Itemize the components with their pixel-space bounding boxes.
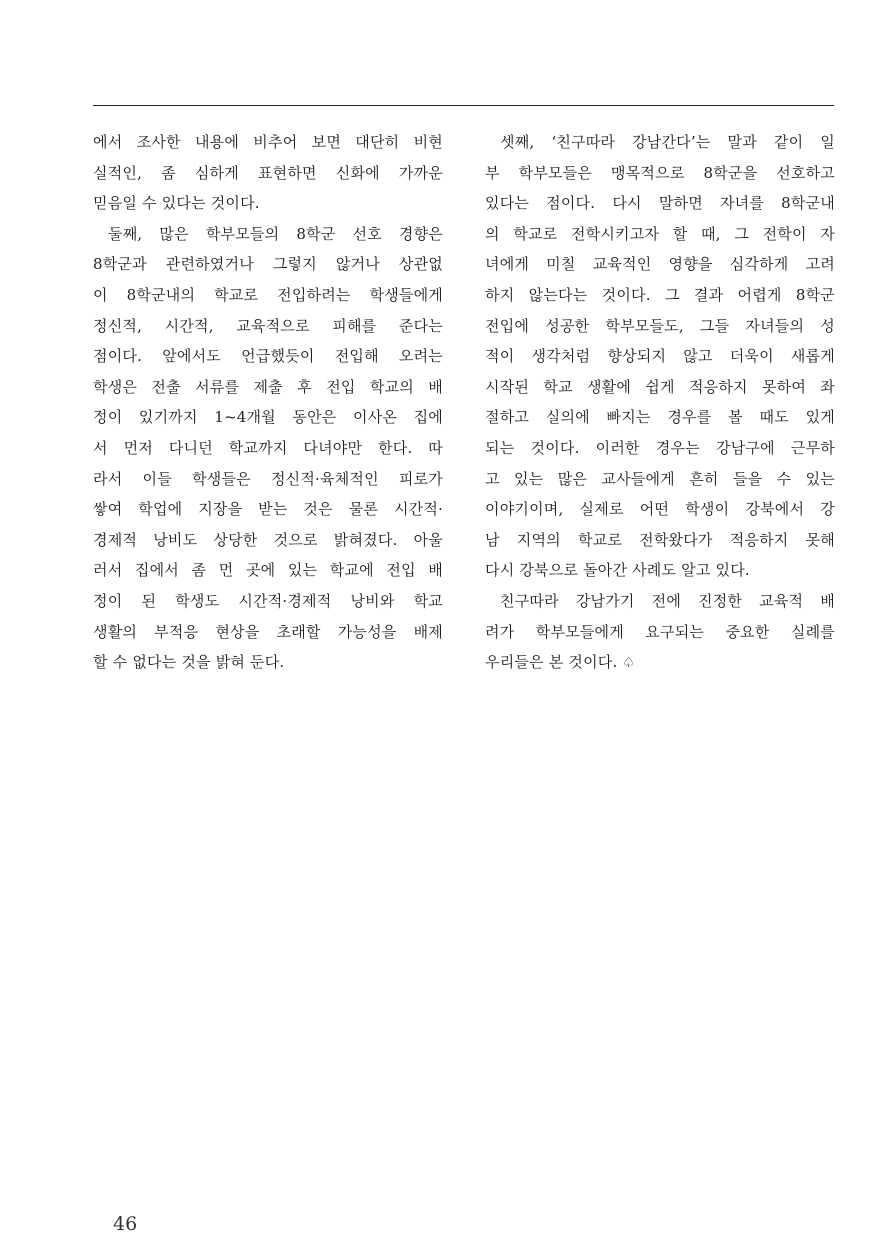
text-line: 절하고 실의에 빠지는 경우를 볼 때도 있게 (485, 408, 835, 427)
text-line: 우리들은 본 것이다. (485, 653, 618, 672)
text-line: 부 학부모들은 맹목적으로 8학군을 선호하고 (485, 163, 835, 182)
text-line: 정이 있기까지 1~4개월 동안은 이사온 집에 (93, 408, 443, 427)
text-line: 적이 생각처럼 향상되지 않고 더욱이 새롭게 (485, 347, 835, 366)
text-line: 생활의 부적응 현상을 초래할 가능성을 배제 (93, 622, 443, 641)
text-line: 8학군과 관련하였거나 그렇지 않거나 상관없 (93, 255, 443, 274)
text-line: 다시 강북으로 돌아간 사례도 알고 있다. (485, 561, 750, 580)
text-line: 시작된 학교 생활에 쉽게 적응하지 못하여 좌 (485, 377, 835, 396)
text-line: 쌓여 학업에 지장을 받는 것은 물론 시간적· (93, 500, 443, 519)
text-line: 전입에 성공한 학부모들도, 그들 자녀들의 성 (485, 316, 835, 335)
text-line: 학생은 전출 서류를 제출 후 전입 학교의 배 (93, 377, 443, 396)
text-line: 라서 이들 학생들은 정신적·육체적인 피로가 (93, 469, 443, 488)
text-line: 셋째, ‘친구따라 강남간다’는 말과 같이 일 (500, 133, 835, 151)
header-rule (93, 105, 834, 106)
text-line: 정이 된 학생도 시간적·경제적 낭비와 학교 (93, 591, 443, 610)
text-line: 이 8학군내의 학교로 전입하려는 학생들에게 (93, 285, 443, 304)
text-line: 남 지역의 학교로 전학왔다가 적응하지 못해 (485, 530, 835, 549)
page-number: 46 (113, 1213, 138, 1235)
text-line: 경제적 낭비도 상당한 것으로 밝혀졌다. 아울 (93, 530, 443, 549)
text-line-with-end-mark (485, 647, 835, 678)
text-line: 러서 집에서 좀 먼 곳에 있는 학교에 전입 배 (93, 561, 443, 580)
text-line: 친구따라 강남가기 전에 진정한 교육적 배 (500, 591, 835, 610)
left-column (93, 127, 443, 678)
end-mark-icon: ♤ (622, 655, 636, 672)
text-line: 녀에게 미칠 교육적인 영향을 심각하게 고려 (485, 255, 835, 274)
text-line: 둘째, 많은 학부모들의 8학군 선호 경향은 (108, 224, 443, 243)
text-line: 실적인, 좀 심하게 표현하면 신화에 가까운 (93, 163, 443, 182)
right-column (485, 127, 835, 678)
text-line: 고 있는 많은 교사들에게 흔히 들을 수 있는 (485, 469, 835, 488)
text-line: 할 수 없다는 것을 밝혀 둔다. (93, 653, 285, 672)
text-line: 정신적, 시간적, 교육적으로 피해를 준다는 (93, 316, 443, 335)
text-line: 이야기이며, 실제로 어떤 학생이 강북에서 강 (485, 500, 835, 519)
text-line: 믿음일 수 있다는 것이다. (93, 194, 260, 213)
text-line: 있다는 점이다. 다시 말하면 자녀를 8학군내 (485, 194, 835, 213)
text-line: 서 먼저 다니던 학교까지 다녀야만 한다. 따 (93, 438, 443, 457)
text-line: 려가 학부모들에게 요구되는 중요한 실례를 (485, 622, 835, 641)
text-line: 되는 것이다. 이러한 경우는 강남구에 근무하 (485, 438, 835, 457)
text-line: 점이다. 앞에서도 언급했듯이 전입해 오려는 (93, 347, 443, 366)
text-line: 의 학교로 전학시키고자 할 때, 그 전학이 자 (485, 224, 835, 243)
text-line: 에서 조사한 내용에 비추어 보면 대단히 비현 (93, 133, 443, 151)
text-line: 하지 않는다는 것이다. 그 결과 어렵게 8학군 (485, 285, 835, 304)
